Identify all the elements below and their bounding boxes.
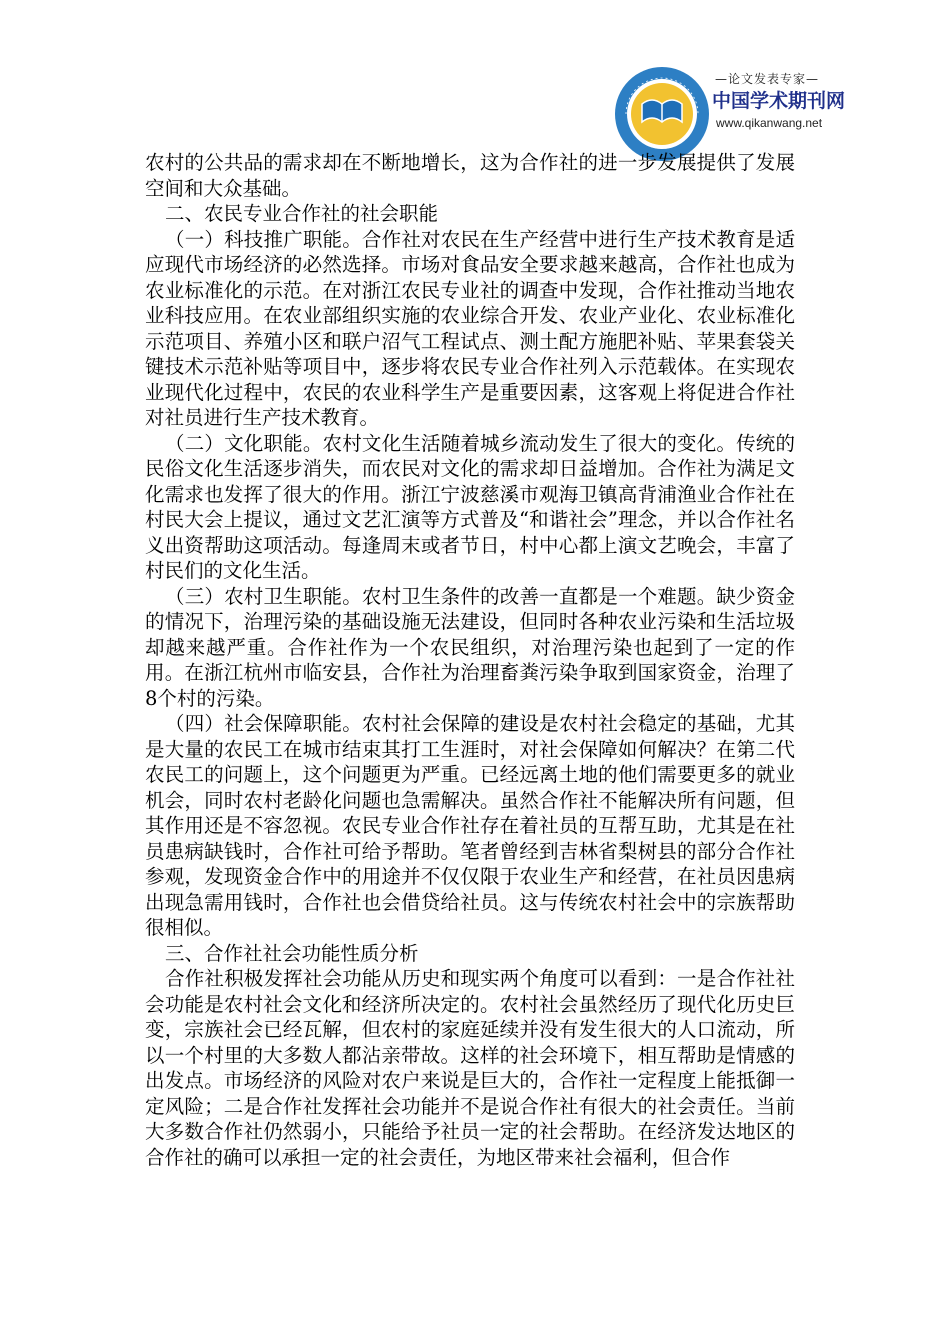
logo-name: 中国学术期刊网 xyxy=(712,90,846,112)
section-heading: 二、农民专业合作社的社会职能 xyxy=(165,202,439,225)
logo-emblem-icon xyxy=(612,64,712,164)
body-paragraph: （二）文化职能。农村文化生活随着城乡流动发生了很大的变化。传统的民俗文化生活逐步消失，而农民对文化的需求却日益增加。合作社为满足文化需求也发挥了很大的作用。浙江宁波慈溪市观海卫镇高背浦渔业合作社在村民大会上提议，通过文艺汇演等方式普及“和谐社会”理念，并以合作社名义出资帮助这项活动。每逢周末或者节日，村中心都上演文艺晚会，丰富了村民们的文化生活。 xyxy=(145,431,795,582)
section-heading: 三、合作社社会功能性质分析 xyxy=(165,941,419,965)
body-paragraph: 合作社积极发挥社会功能从历史和现实两个角度可以看到：一是合作社社会功能是农村社会文化和经济所决定的。农村社会虽然经历了现代化历史巨变，宗族社会已经瓦解，但农村的家庭延续并没有发生很大的人口流动，所以一个村里的大多数人都沾亲带故。这样的社会环境下，相互帮助是情感的出发点。市场经济的风险对农户来说是巨大的，合作社一定程度上能抵御一定风险；二是合作社发挥社会功能并不是说合作社有很大的社会责任。当前大多数合作社仍然弱小，只能给予社员一定的社会帮助。在经济发达地区的合作社的确可以承担一定的社会责任，为地区带来社会福利，但合作 xyxy=(145,967,795,1169)
body-paragraph-continued: 农村的公共品的需求却在不断地增长，这为合作社的进一步发展提供了发展空间和大众基础。 xyxy=(145,151,795,200)
body-paragraph: （四）社会保障职能。农村社会保障的建设是农村社会稳定的基础，尤其是大量的农民工在城市结束其打工生涯时，对社会保障如何解决？在第二代农民工的问题上，这个问题更为严重。已经远离土地的他们需要更多的就业机会，同时农村老龄化问题也急需解决。虽然合作社不能解决所有问题，但其作用还是不容忽视。农民专业合作社存在着社员的互帮互助，尤其是在社员患病缺钱时，合作社可给予帮助。笔者曾经到吉林省梨树县的部分合作社参观，发现资金合作中的用途并不仅仅限于农业生产和经营，在社员因患病出现急需用钱时，合作社也会借贷给社员。这与传统农村社会中的宗族帮助很相似。 xyxy=(145,712,795,939)
body-paragraph: （一）科技推广职能。合作社对农民在生产经营中进行生产技术教育是适应现代市场经济的必然选择。市场对食品安全要求越来越高，合作社也成为农业标准化的示范。在对浙江农民专业社的调查中发现，合作社推动当地农业科技应用。在农业部组织实施的农业综合开发、农业产业化、农业标准化示范项目、养殖小区和联户沼气工程试点、测土配方施肥补贴、苹果套袋关键技术示范补贴等项目中，逐步将农民专业合作社列入示范载体。在实现农业现代化过程中，农民的农业科学生产是重要因素，这客观上将促进合作社对社员进行生产技术教育。 xyxy=(145,227,795,429)
body-paragraph: （三）农村卫生职能。农村卫生条件的改善一直都是一个难题。缺少资金的情况下，治理污染的基础设施无法建设，但同时各种农业污染和生活垃圾却越来越严重。合作社作为一个农民组织，对治理污染也起到了一定的作用。在浙江杭州市临安县，合作社为治理畜粪污染争取到国家资金，治理了8个村的污染。 xyxy=(145,584,795,710)
logo-tagline: —论文发表专家— xyxy=(714,72,819,86)
article-body xyxy=(145,150,795,1170)
journal-logo[interactable] xyxy=(612,56,846,164)
logo-url[interactable]: www.qikanwang.net xyxy=(716,116,823,130)
